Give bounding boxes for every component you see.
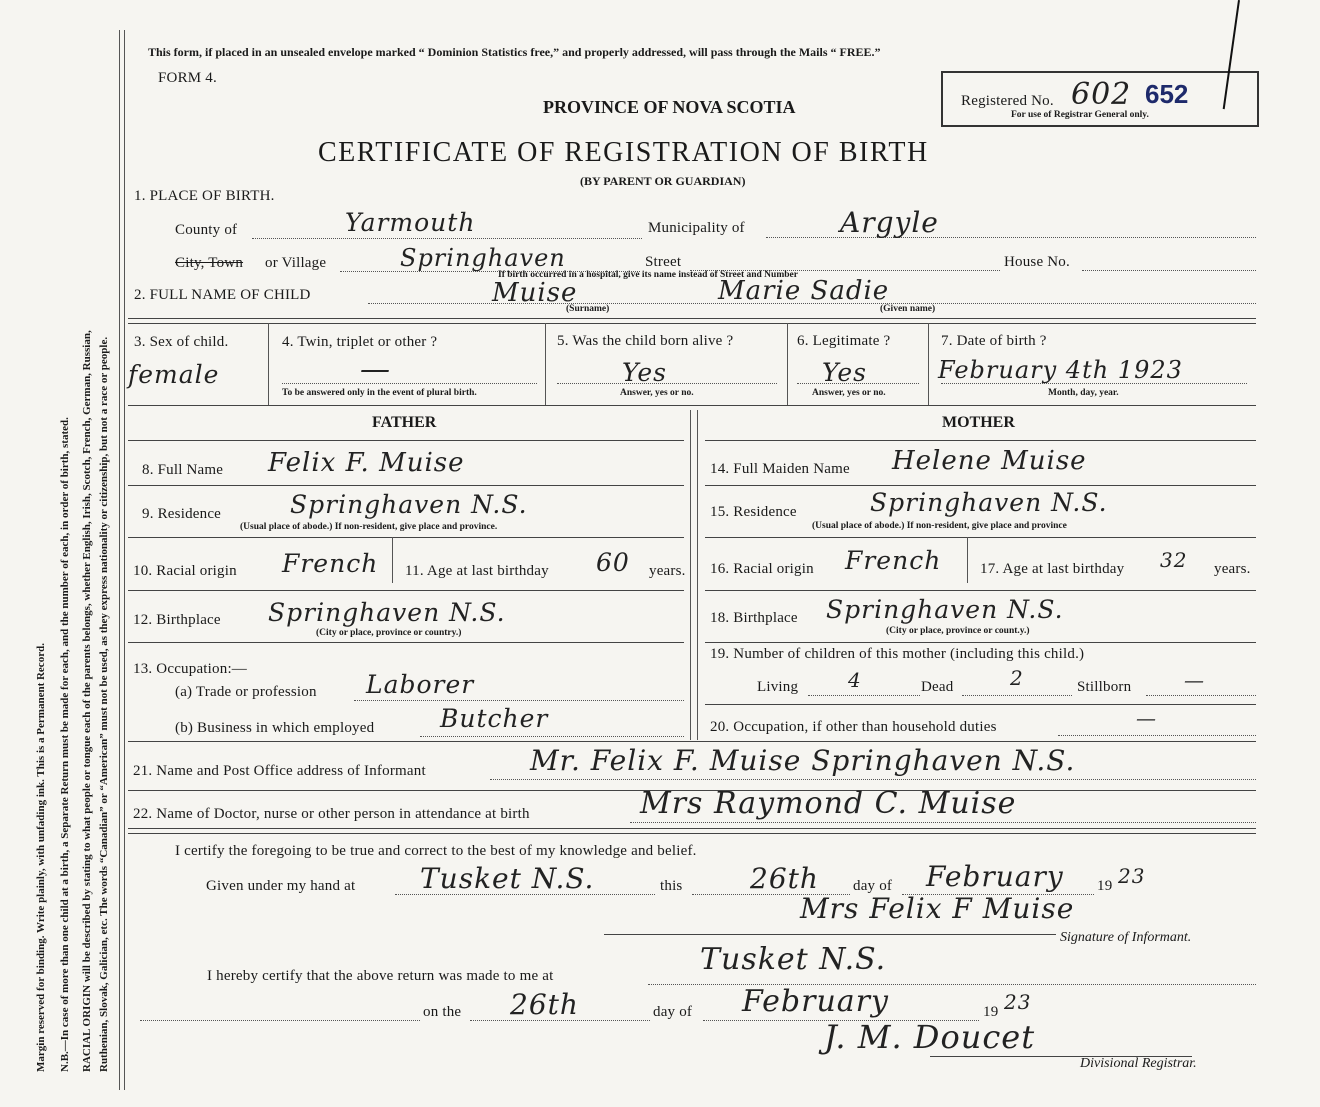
registrar-month: February [742, 984, 889, 1019]
father-biz-value: Butcher [440, 704, 549, 733]
father-race-value: French [282, 549, 379, 578]
col-divider-4 [928, 323, 929, 405]
father-biz-line [420, 736, 684, 737]
rule-f10 [128, 590, 684, 591]
mother-heading: MOTHER [942, 414, 1015, 431]
father-occ-label: 13. Occupation:— [133, 661, 248, 677]
dob-note: Month, day, year. [1048, 388, 1119, 398]
mother-age-value: 32 [1160, 548, 1188, 572]
mother-race-label: 16. Racial origin [710, 561, 814, 577]
doctor-line [630, 822, 1256, 823]
rule-row3-top-b [128, 323, 1256, 324]
on-the-label: on the [423, 1004, 462, 1020]
father-biz-label: (b) Business in which employed [175, 720, 375, 736]
certify-statement: I certify the foregoing to be true and correct to the best of my knowledge and belief. [175, 843, 697, 859]
given-place: Tusket N.S. [420, 862, 595, 895]
father-heading: FATHER [372, 414, 437, 431]
municipality-value: Argyle [840, 206, 939, 239]
mother-race-divider [967, 537, 968, 583]
margin-note-1: Margin reserved for binding. Write plainly, with unfading ink. This is a Permanent Record. [35, 643, 47, 1072]
informant-signature: Mrs Felix F Muise [800, 892, 1075, 925]
given-caption: (Given name) [880, 304, 936, 314]
registrar-place: Tusket N.S. [700, 942, 887, 977]
father-heading-rule [128, 440, 684, 441]
mother-years: years. [1214, 561, 1251, 577]
given-label: Given under my hand at [206, 878, 356, 894]
registrar-day: 26th [510, 988, 579, 1021]
sex-value: female [128, 360, 220, 389]
rule-f8 [128, 485, 684, 486]
doctor-label: 22. Name of Doctor, nurse or other person in attendance at birth [133, 806, 530, 822]
doctor-value: Mrs Raymond C. Muise [640, 786, 1017, 821]
registered-label: Registered No. [961, 93, 1054, 109]
margin-note-2: N.B.—In case of more than one child at a birth, a Separate Return must be made for each, and the number of each, in order of birth, stated. [59, 417, 71, 1072]
father-name-value: Felix F. Muise [268, 448, 465, 478]
rule-21-top [128, 741, 1256, 742]
mother-stillborn-label: Stillborn [1077, 679, 1132, 695]
mother-dead-value: 2 [1010, 666, 1024, 690]
day-of-label: day of [853, 878, 893, 894]
county-line [252, 238, 642, 239]
mother-res-label: 15. Residence [710, 504, 797, 520]
county-label: County of [175, 222, 238, 238]
margin-rule [119, 30, 120, 1090]
mother-name-label: 14. Full Maiden Name [710, 461, 850, 477]
father-res-value: Springhaven N.S. [290, 490, 528, 519]
mother-occ-label: 20. Occupation, if other than household duties [710, 719, 997, 735]
registrar-signature: J. M. Doucet [824, 1018, 1036, 1056]
mother-occ-line [1058, 735, 1256, 736]
col-divider-3 [787, 323, 788, 405]
alive-label: 5. Was the child born alive ? [557, 333, 734, 349]
father-name-label: 8. Full Name [142, 462, 224, 478]
father-bp-label: 12. Birthplace [133, 612, 221, 628]
mother-race-value: French [845, 546, 942, 575]
col-divider-2 [545, 323, 546, 405]
margin-rule-2 [124, 30, 125, 1090]
dob-label: 7. Date of birth ? [941, 333, 1047, 349]
province-heading: PROVINCE OF NOVA SCOTIA [543, 97, 796, 117]
father-res-note: (Usual place of abode.) If non-resident, give place and province. [240, 522, 498, 532]
mother-res-value: Springhaven N.S. [870, 488, 1108, 517]
rule-m19 [705, 704, 1256, 705]
rule-m18 [705, 642, 1256, 643]
registered-note: For use of Registrar General only. [1011, 110, 1149, 120]
father-trade-line [354, 700, 684, 701]
child-given-name: Marie Sadie [718, 276, 890, 306]
county-value: Yarmouth [345, 208, 476, 237]
certificate-title: CERTIFICATE OF REGISTRATION OF BIRTH [318, 137, 929, 168]
rule-f9 [128, 537, 684, 538]
child-name-label: 2. FULL NAME OF CHILD [134, 287, 311, 303]
house-line [1082, 270, 1256, 271]
given-day: 26th [750, 862, 819, 895]
mother-occ-value: — [1136, 706, 1157, 730]
mother-dead-label: Dead [921, 679, 954, 695]
given-year: 23 [1118, 864, 1146, 888]
rule-m14 [705, 485, 1256, 486]
signature-line [604, 934, 1056, 935]
rule-row3-bottom [128, 405, 1256, 406]
legit-label: 6. Legitimate ? [797, 333, 891, 349]
alive-note: Answer, yes or no. [620, 388, 694, 398]
father-age-label: 11. Age at last birthday [405, 563, 549, 579]
this-label: this [660, 878, 683, 894]
mother-living-label: Living [757, 679, 799, 695]
reg-year-prefix: 19 [983, 1004, 999, 1020]
father-bp-note: (City or place, province or country.) [316, 628, 462, 638]
margin-note-3: RACIAL ORIGIN will be described by stating to what people or tongue each of the parents belongs, whether English, Irish, Scotch, French, German, Russian, [81, 330, 93, 1072]
twin-note: To be answered only in the event of plural birth. [282, 388, 477, 398]
given-month: February [926, 860, 1064, 893]
child-surname: Muise [492, 278, 578, 308]
form-number: FORM 4. [158, 70, 217, 86]
village-value: Springhaven [400, 244, 566, 272]
legit-note: Answer, yes or no. [812, 388, 886, 398]
mother-heading-rule [705, 440, 1256, 441]
mother-bp-note: (City or place, province or count.y.) [886, 626, 1030, 636]
registered-number: 652 [1145, 79, 1189, 109]
street-label: Street [645, 254, 682, 270]
rule-m15 [705, 537, 1256, 538]
rule-22-bottom [128, 828, 1256, 829]
rule-f12 [128, 642, 684, 643]
father-res-label: 9. Residence [142, 506, 222, 522]
registrar-lead-line [140, 1020, 420, 1021]
parents-divider-a [690, 410, 691, 740]
mother-bp-label: 18. Birthplace [710, 610, 798, 626]
rule-22-bottom-b [128, 833, 1256, 834]
reg-day-of-label: day of [653, 1004, 693, 1020]
mother-stillborn-value: — [1184, 668, 1205, 692]
city-town-struck: City, Town [175, 255, 244, 271]
twin-line [282, 383, 537, 384]
place-heading: 1. PLACE OF BIRTH. [134, 188, 275, 204]
house-label: House No. [1004, 254, 1070, 270]
dob-line [941, 383, 1247, 384]
parents-divider-b [697, 410, 698, 740]
registrar-place-line [648, 984, 1256, 985]
dob-value: February 4th 1923 [938, 356, 1183, 384]
margin-note-4: Ruthenian, Slovak, Galician, etc. The words “Canadian” or “American” must not be used, as they express nationality or citizenship, but not a race or people. [98, 336, 110, 1072]
registrar-caption: Divisional Registrar. [1080, 1056, 1197, 1071]
village-label: or Village [265, 255, 327, 271]
mother-children-label: 19. Number of children of this mother (including this child.) [710, 646, 1085, 662]
hospital-note: If birth occurred in a hospital, give its name instead of Street and Number [498, 270, 798, 280]
alive-line [557, 383, 777, 384]
father-race-label: 10. Racial origin [133, 563, 237, 579]
rule-m16 [705, 590, 1256, 591]
registered-handwritten: 602 [1071, 77, 1132, 112]
mother-name-value: Helene Muise [892, 446, 1087, 476]
twin-label: 4. Twin, triplet or other ? [282, 334, 438, 350]
informant-value: Mr. Felix F. Muise Springhaven N.S. [530, 744, 1076, 777]
father-years: years. [649, 563, 686, 579]
alive-value: Yes [622, 358, 667, 387]
certificate-subtitle: (BY PARENT OR GUARDIAN) [580, 174, 746, 188]
father-bp-value: Springhaven N.S. [268, 598, 506, 627]
mother-bp-value: Springhaven N.S. [826, 595, 1064, 624]
surname-caption: (Surname) [566, 304, 610, 314]
informant-label: 21. Name and Post Office address of Informant [133, 763, 426, 779]
municipality-label: Municipality of [648, 220, 745, 236]
mother-age-label: 17. Age at last birthday [980, 561, 1125, 577]
stillborn-line [1146, 695, 1256, 696]
father-race-divider [392, 537, 393, 583]
dead-line [962, 695, 1072, 696]
twin-value: — [360, 352, 391, 387]
living-line [808, 695, 920, 696]
sex-label: 3. Sex of child. [134, 334, 229, 350]
rule-row3-top [128, 318, 1256, 319]
informant-line [490, 779, 1256, 780]
legit-value: Yes [822, 358, 867, 387]
year-prefix: 19 [1097, 878, 1113, 894]
registered-box [941, 71, 1259, 127]
father-trade-label: (a) Trade or profession [175, 684, 317, 700]
mother-res-note: (Usual place of abode.) If non-resident, give place and province [812, 521, 1067, 531]
col-divider-1 [268, 323, 269, 405]
mail-notice: This form, if placed in an unsealed envelope marked “ Dominion Statistics free,” and properly addressed, will pass through the Mails “ FREE.” [148, 45, 881, 59]
informant-signature-caption: Signature of Informant. [1060, 930, 1192, 945]
father-age-value: 60 [596, 548, 630, 577]
legit-line [797, 383, 919, 384]
registrar-year: 23 [1004, 990, 1032, 1014]
mother-living-value: 4 [848, 668, 862, 692]
father-trade-value: Laborer [366, 670, 475, 699]
registrar-statement: I hereby certify that the above return was made to me at [207, 968, 554, 984]
